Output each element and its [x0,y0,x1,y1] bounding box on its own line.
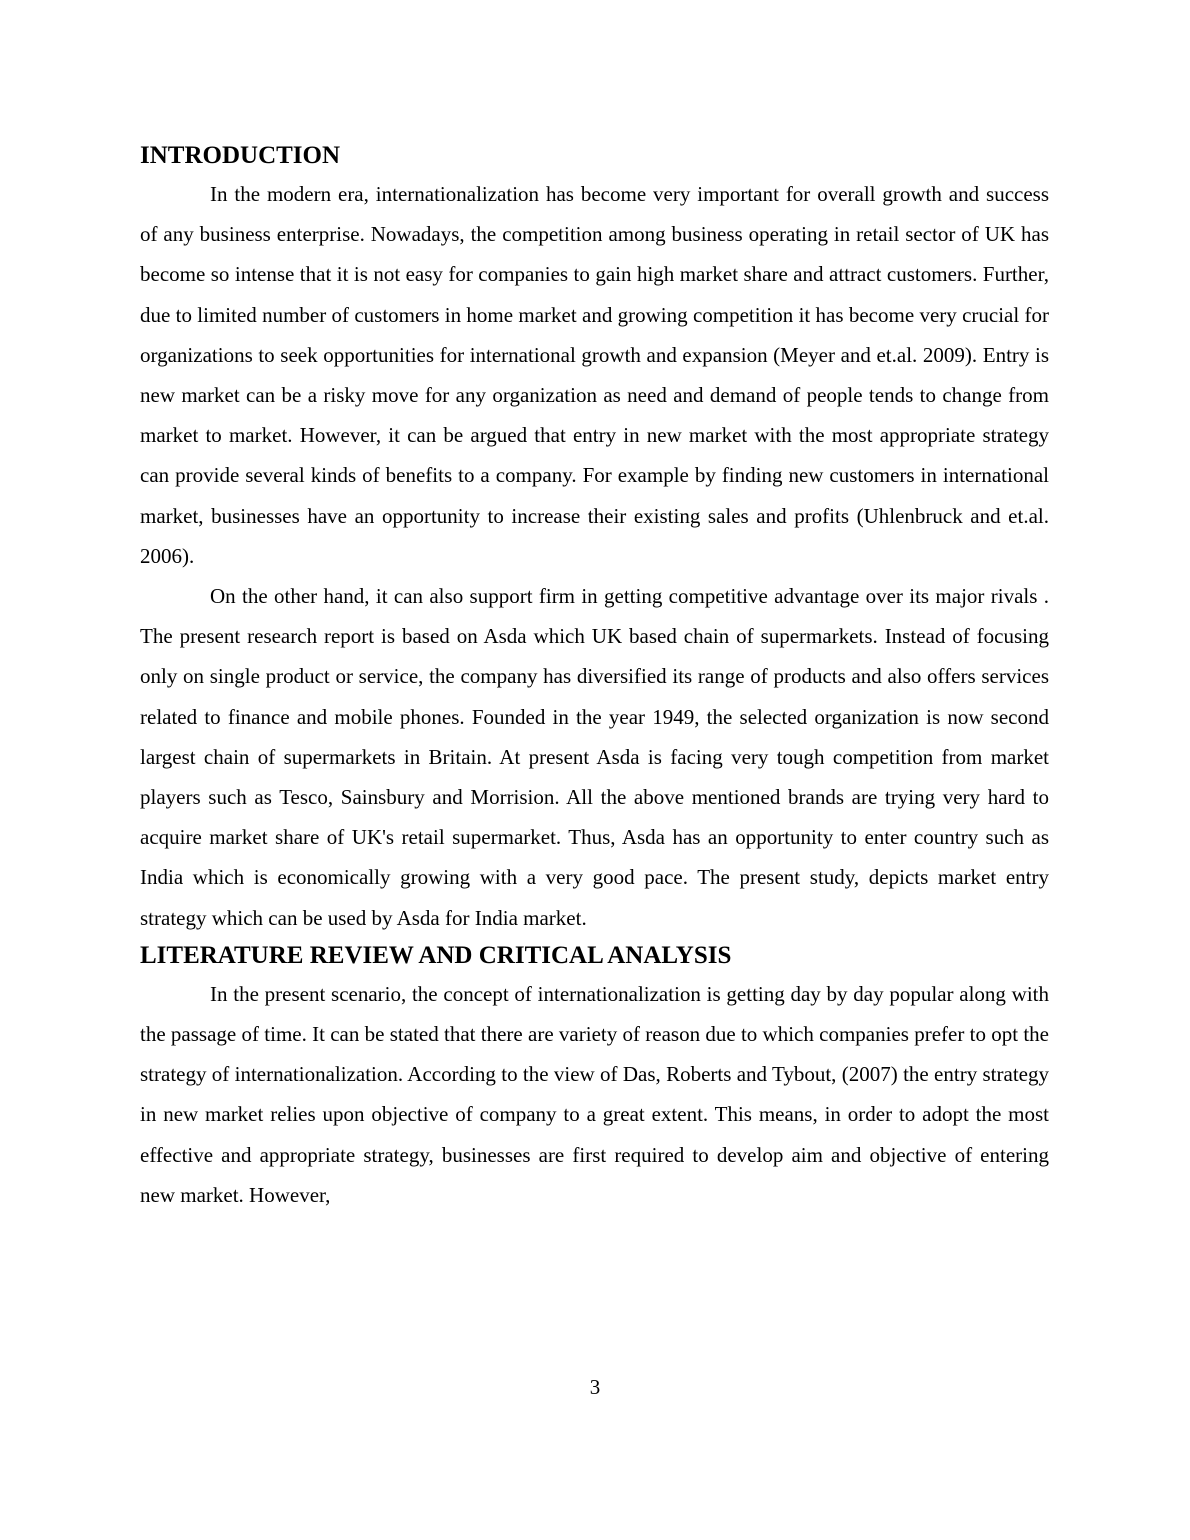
document-page [140,138,1049,1215]
section-heading-literature-review: LITERATURE REVIEW AND CRITICAL ANALYSIS [140,941,732,969]
literature-paragraph-1: In the present scenario, the concept of internationalization is getting day by day popular along with the passage of time. It can be stated that there are variety of reason due to which companies prefer to opt the strategy of internationalization. According to the view of Das, Roberts and Tybout, (2007) the entry strategy in new market relies upon objective of company to a great extent. This means, in order to adopt the most effective and appropriate strategy, businesses are first required to develop aim and objective of entering new market. However, [140,981,1049,1207]
section-heading-introduction: INTRODUCTION [140,142,341,169]
page-number: 3 [589,1375,601,1399]
intro-paragraph-2: On the other hand, it can also support firm in getting competitive advantage over its major rivals . The present research report is based on Asda which UK based chain of supermarkets. Instead of focusing only on single product or service, the company has diversified its range of products and also offers services related to finance and mobile phones. Founded in the year 1949, the selected organization is now second largest chain of supermarkets in Britain. At present Asda is facing very tough competition from market players such as Tesco, Sainsbury and Morrision. All the above mentioned brands are trying very hard to acquire market share of UK's retail supermarket. Thus, Asda has an opportunity to enter country such as India which is economically growing with a very good pace. The present study, depicts market entry strategy which can be used by Asda for India market. [140,584,1049,930]
intro-paragraph-1: In the modern era, internationalization has become very important for overall growth and success of any business enterprise. Nowadays, the competition among business operating in retail sector of UK has become so intense that it is not easy for companies to gain high market share and attract customers. Further, due to limited number of customers in home market and growing competition it has become very crucial for organizations to seek opportunities for international growth and expansion (Meyer and et.al. 2009). Entry is new market can be a risky move for any organization as need and demand of people tends to change from market to market. However, it can be argued that entry in new market with the most appropriate strategy can provide several kinds of benefits to a company. For example by finding new customers in international market, businesses have an opportunity to increase their existing sales and profits (Uhlenbruck and et.al. 2006). [140,182,1049,568]
